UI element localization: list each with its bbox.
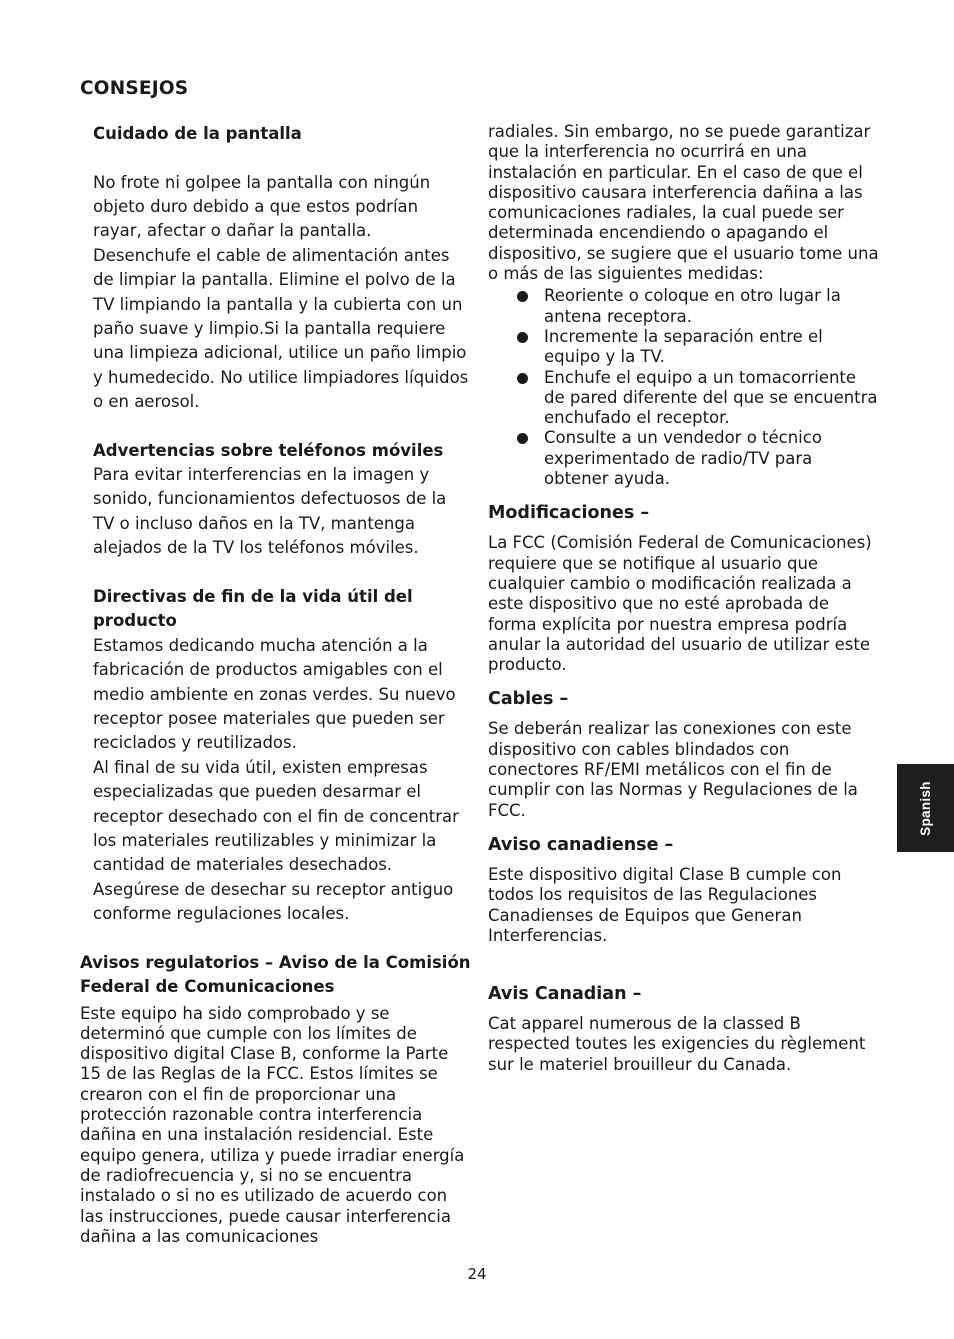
left-column [80, 122, 472, 1247]
end-of-life-paragraph-2: Al final de su vida útil, existen empresas especializadas que pueden desarmar el receptor desechado con el fin de concentrar los materiales reutilizables y minimizar la cantidad de materiales desechados. [93, 757, 459, 875]
avis-canadian-paragraph: Cat apparel numerous de la classed B respected toutes les exigencies du règlement sur le materiel brouilleur du Canada. [488, 1014, 866, 1074]
canadian-notice-paragraph: Este dispositivo digital Clase B cumple con todos los requisitos de las Regulaciones Canadienses de Equipos que Generan Interferencias. [488, 864, 842, 945]
fcc-measures-list [488, 286, 880, 489]
fcc-notice-heading: Avisos regulatorios – Aviso de la Comisión Federal de Comunicaciones [80, 952, 471, 997]
modifications-paragraph: La FCC (Comisión Federal de Comunicaciones) requiere que se notifique al usuario que cualquier cambio o modificación realizada a este dispositivo que no esté aprobada de forma explícita por nuestra empresa podría anular la autoridad del usuario de utilizar este producto. [488, 533, 872, 675]
list-item: Consulte a un vendedor o técnico experimentado de radio/TV para obtener ayuda. [517, 428, 880, 489]
fcc-notice-paragraph: Este equipo ha sido comprobado y se determinó que cumple con los límites de dispositivo digital Clase B, conforme la Parte 15 de las Reglas de la FCC. Estos límites se crearon con el fin de proporcionar una protección razonable contra interferencia dañina en una instalación residencial. Este equipo genera, utiliza y puede irradiar energía de radiofrecuencia y, si no se encuentra instalado o si no es utilizado de acuerdo con las instrucciones, puede causar interferencia dañina a las comunicaciones [80, 1003, 465, 1246]
list-item: Incremente la separación entre el equipo y la TV. [517, 327, 880, 368]
end-of-life-paragraph-3: Asegúrese de desechar su receptor antiguo conforme regulaciones locales. [93, 879, 454, 924]
bullet-icon [517, 433, 528, 444]
screen-care-paragraph-1: No frote ni golpee la pantalla con ningún objeto duro debido a que estos podrían rayar, afectar o dañar la pantalla. [93, 172, 431, 241]
list-item: Enchufe el equipo a un tomacorriente de pared diferente del que se encuentra enchufado el receptor. [517, 368, 880, 429]
language-tab [897, 764, 954, 852]
mobile-phones-heading: Advertencias sobre teléfonos móviles [93, 440, 444, 460]
language-tab-label: Spanish [918, 780, 933, 836]
cables-heading: Cables – [488, 689, 569, 710]
right-column [488, 122, 880, 1075]
bullet-icon [517, 291, 528, 302]
end-of-life-paragraph-1: Estamos dedicando mucha atención a la fabricación de productos amigables con el medio ambiente en zonas verdes. Su nuevo receptor posee materiales que pueden ser reciclados y reutilizados. [93, 635, 456, 753]
page-number: 24 [467, 1265, 487, 1283]
section-mobile-phones [80, 439, 472, 561]
section-screen-care [80, 122, 472, 415]
cables-paragraph: Se deberán realizar las conexiones con este dispositivo con cables blindados con conectores RF/EMI metálicos con el fin de cumplir con las Normas y Regulaciones de la FCC. [488, 719, 858, 820]
bullet-icon [517, 332, 528, 343]
page-title: CONSEJOS [80, 78, 189, 99]
mobile-phones-paragraph: Para evitar interferencias en la imagen y sonido, funcionamientos defectuosos de la TV o incluso daños en la TV, mantenga alejados de la TV los teléfonos móviles. [93, 465, 447, 558]
fcc-continued-paragraph: radiales. Sin embargo, no se puede garantizar que la interferencia no ocurrirá en una instalación en particular. En el caso de que el dispositivo causara interferencia dañina a las comunicaciones radiales, la cual puede ser determinada encendiendo o apagando el dispositivo, se sugiere que el usuario tome una o más de las siguientes medidas: [488, 122, 879, 284]
end-of-life-heading: Directivas de fin de la vida útil del producto [93, 586, 413, 631]
section-fcc-notice [80, 951, 472, 1248]
section-end-of-life [80, 585, 472, 927]
modifications-heading: Modificaciones – [488, 503, 650, 524]
bullet-icon [517, 373, 528, 384]
canadian-notice-heading: Aviso canadiense – [488, 834, 674, 855]
screen-care-heading: Cuidado de la pantalla [93, 124, 302, 143]
screen-care-paragraph-2: Desenchufe el cable de alimentación antes de limpiar la pantalla. Elimine el polvo de la TV limpiando la pantalla y la cubierta con un paño suave y limpio.Si la pantalla requiere una limpieza adicional, utilice un paño limpio y humedecido. No utilice limpiadores líquidos o en aerosol. [93, 245, 469, 412]
avis-canadian-heading: Avis Canadian – [488, 984, 642, 1005]
list-item: Reoriente o coloque en otro lugar la antena receptora. [517, 286, 880, 327]
